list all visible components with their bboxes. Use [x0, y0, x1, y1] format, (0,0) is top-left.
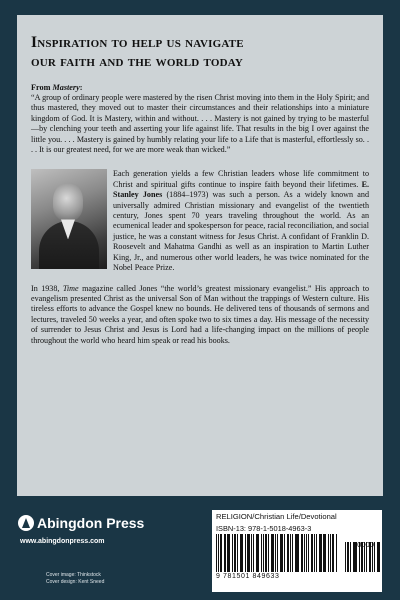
barcode-bar	[284, 534, 285, 572]
barcode-bar	[314, 534, 315, 572]
isbn-barcode-box	[212, 510, 382, 592]
barcode-bar	[316, 534, 317, 572]
quote-source	[31, 83, 369, 93]
barcode-bar	[241, 534, 243, 572]
barcode-bar	[350, 542, 351, 572]
publisher-logo	[18, 515, 144, 531]
barcode-bar	[225, 534, 226, 572]
barcode-bar	[321, 534, 322, 572]
headline	[31, 33, 369, 71]
barcode-bar	[275, 534, 276, 572]
barcode-bar	[227, 534, 230, 572]
barcode-bar	[292, 534, 293, 572]
cover-credits	[46, 572, 104, 585]
barcode-bar	[261, 534, 262, 572]
barcode-bar	[323, 534, 326, 572]
description-panel	[17, 15, 383, 496]
barcode-bar	[253, 534, 254, 572]
barcode-bar	[298, 534, 299, 572]
barcode-bar	[301, 534, 303, 572]
barcode-bar	[306, 534, 307, 572]
barcode-bar	[295, 534, 298, 572]
headline-line-2: our faith and the world today	[31, 53, 243, 70]
magazine-name: Time	[62, 283, 79, 293]
barcode-bar	[290, 534, 291, 572]
barcode-bar	[379, 542, 380, 572]
barcode-bar	[247, 534, 250, 572]
abingdon-logo-icon	[18, 515, 34, 531]
headline-line-1: Inspiration to help us navigate	[31, 34, 244, 51]
author-name: E. Stanley Jones	[113, 179, 369, 200]
credit-design: Cover design: Kent Sneed	[46, 578, 105, 585]
barcode-bar	[282, 534, 283, 572]
credit-image: Cover image: Thinkstock	[46, 572, 101, 578]
barcode-bar	[258, 534, 259, 572]
author-bio-section	[31, 169, 369, 273]
quote-source-suffix: :	[79, 83, 83, 92]
legacy-text-start: In 1938,	[31, 283, 63, 293]
ean-bars	[216, 534, 337, 572]
publisher-name: Abingdon Press	[37, 515, 145, 531]
barcode-bar	[336, 534, 337, 572]
barcode-bar	[218, 534, 219, 572]
barcode-bar	[330, 534, 331, 572]
book-quote: “A group of ordinary people were mastered by the risen Christ moving into them in the Holy Spirit; and thus mastered, they moved out to master their circumstances and their relationships into a miniature kingdom of God. It is Mastery, within and without. . . . Mastery is not gained by trying to be masterful—by clenching your teeth and asserting your life against life. That results in the big I over against the little you. . . . Mastery is gained by humbly relating your life to a Life that is masterful, effortlessly so. . . . It is our greatest need, for we are more weak than wicked.”	[31, 93, 369, 155]
barcode-bar	[265, 534, 267, 572]
barcode-bar	[234, 534, 236, 572]
barcode-bar	[347, 542, 349, 572]
ean-digits: 9 781501 849633	[216, 573, 280, 580]
cover-footer	[0, 496, 400, 600]
legacy-paragraph	[31, 284, 369, 346]
bio-text-end: (1884–1973) was such a person. As a widely known and universally admired Christian missionary and evangelist of the twentieth century, Jones spent 70 years traveling throughout the world. As an ecumenical leader and spokesperson for peace, racial reconciliation, and social justice, he was a constant witness for Jesus Christ. A confidant of Franklin D. Roosevelt and Mahatma Gandhi as well as an inspiration to Martin Luther King, Jr., and numerous other world leaders, he was twice nominated for the Nobel Peace Prize.	[113, 190, 369, 273]
barcode-bar	[237, 534, 238, 572]
author-photo	[31, 169, 107, 269]
quote-source-title: Mastery	[52, 83, 80, 92]
barcode-bar	[308, 534, 309, 572]
barcode-bar	[268, 534, 269, 572]
barcode-bar	[245, 534, 246, 572]
barcode-bar	[277, 534, 278, 572]
barcode-bar	[220, 534, 222, 572]
bio-text-start: Each generation yields a few Christian leaders whose life commitment to Christ and spiritual gifts continue to inspire faith beyond their lifetimes.	[113, 169, 369, 189]
barcode-bar	[271, 534, 274, 572]
quote-source-prefix: From	[31, 83, 53, 92]
price-code: 90000	[352, 540, 374, 549]
isbn-number: ISBN-13: 978-1-5018-4963-3	[216, 524, 312, 533]
legacy-text-end: magazine called Jones “the world’s greatest missionary evangelist.” His approach to evangelism presented Christ as the universal Son of Man without the trappings of Western culture. His tireless efforts to advance the Gospel knew no bounds. He delivered tens of thousands of sermons and lectures, traveled 50 weeks a year, and often spoke two to six times a day. His message of the necessity of surrender to Jesus Christ and Jesus is Lord had a life-changing impact on the millions of people throughout the world who heard him speak or read his books.	[31, 283, 370, 345]
barcode-bar	[332, 534, 334, 572]
publisher-url: www.abingdonpress.com	[20, 538, 105, 545]
bisac-category: RELIGION/Christian Life/Devotional	[216, 512, 337, 521]
barcode-bar	[251, 534, 252, 572]
